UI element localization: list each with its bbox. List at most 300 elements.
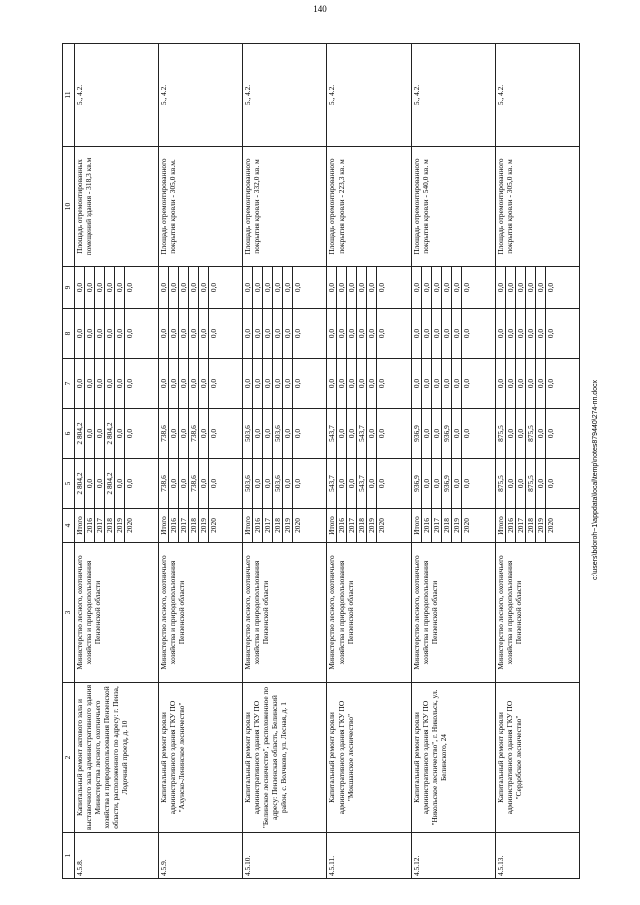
measure-name: Капитальный ремонт кровли административного здания ГКУ ПО "Сердобское лесничество" bbox=[495, 683, 579, 833]
row-number: 4.5.9. bbox=[159, 833, 243, 879]
measure-name: Капитальный ремонт актового зала и выставочного зала административного здания Министерства лесного, охотничьего хозяйства и природопользования Пензенской области, расположенного по адресу: г. Пенза, Лодочный проезд, д. 10 bbox=[75, 683, 159, 833]
year-list-value: 2017 bbox=[95, 509, 105, 542]
total-funding-value: 0,0 bbox=[85, 459, 95, 508]
responsible-organization: Министерство лесного, охотничьего хозяйства и природопользования Пензенской области bbox=[159, 543, 243, 683]
federal-budget-value: 0,0 bbox=[412, 359, 422, 408]
other-sources-value: 0,0 bbox=[442, 267, 452, 308]
local-budget bbox=[243, 309, 327, 359]
local-budget-value: 0,0 bbox=[273, 309, 283, 358]
other-sources bbox=[495, 267, 579, 309]
federal-budget-value: 0,0 bbox=[75, 359, 85, 408]
other-sources-value: 0,0 bbox=[253, 267, 263, 308]
other-sources-value: 0,0 bbox=[95, 267, 105, 308]
other-sources-value: 0,0 bbox=[367, 267, 377, 308]
total-funding-value: 0,0 bbox=[337, 459, 347, 508]
federal-budget-value: 0,0 bbox=[526, 359, 536, 408]
column-header-11: 11 bbox=[63, 44, 75, 147]
year-list-value: Итого bbox=[496, 509, 506, 542]
table-row bbox=[159, 44, 243, 879]
other-sources-value: 0,0 bbox=[293, 282, 303, 293]
local-budget-value: 0,0 bbox=[432, 309, 442, 358]
column-header-3: 3 bbox=[63, 543, 75, 683]
regional-budget-value: 2 804,2 bbox=[75, 409, 85, 458]
regional-budget-value: 0,0 bbox=[337, 409, 347, 458]
expected-result: Площадь отремонтированного покрытия кровли - 223,3 кв. м bbox=[327, 147, 411, 267]
federal-budget-value: 0,0 bbox=[169, 359, 179, 408]
target-reference: 5., 4.2. bbox=[75, 44, 159, 147]
local-budget bbox=[495, 309, 579, 359]
year-list-value: 2018 bbox=[357, 509, 367, 542]
year-list-value: 2019 bbox=[536, 509, 546, 542]
responsible-organization: Министерство лесного, охотничьего хозяйства и природопользования Пензенской области bbox=[75, 543, 159, 683]
other-sources-value: 0,0 bbox=[347, 267, 357, 308]
local-budget-value: 0,0 bbox=[347, 309, 357, 358]
table-body bbox=[75, 44, 580, 879]
table-row bbox=[75, 44, 159, 879]
local-budget-value: 0,0 bbox=[327, 309, 337, 358]
local-budget-value: 0,0 bbox=[115, 309, 125, 358]
other-sources-value: 0,0 bbox=[327, 267, 337, 308]
year-list-value: 2016 bbox=[337, 509, 347, 542]
year-list-value: 2017 bbox=[516, 509, 526, 542]
federal-budget bbox=[159, 359, 243, 409]
federal-budget-value: 0,0 bbox=[243, 359, 253, 408]
local-budget-value: 0,0 bbox=[377, 328, 387, 339]
row-number: 4.5.8. bbox=[75, 833, 159, 879]
regional-budget-value: 738,6 bbox=[189, 409, 199, 458]
other-sources-value: 0,0 bbox=[432, 267, 442, 308]
local-budget-value: 0,0 bbox=[85, 309, 95, 358]
other-sources-value: 0,0 bbox=[516, 267, 526, 308]
other-sources-value: 0,0 bbox=[545, 282, 555, 293]
year-list-value: 2020 bbox=[545, 518, 555, 533]
total-funding-value: 738,6 bbox=[189, 459, 199, 508]
year-list-value: 2020 bbox=[125, 518, 134, 533]
regional-budget-value: 0,0 bbox=[506, 409, 516, 458]
year-list bbox=[159, 509, 243, 543]
local-budget-value: 0,0 bbox=[412, 309, 422, 358]
year-list-value: 2016 bbox=[506, 509, 516, 542]
regional-budget-value: 0,0 bbox=[263, 409, 273, 458]
total-funding-value: 738,6 bbox=[159, 459, 169, 508]
row-number: 4.5.12. bbox=[411, 833, 495, 879]
regional-budget bbox=[75, 409, 159, 459]
regional-budget-value: 0,0 bbox=[461, 428, 471, 439]
local-budget-value: 0,0 bbox=[461, 328, 471, 339]
regional-budget-value: 0,0 bbox=[209, 428, 219, 439]
year-list-value: 2018 bbox=[189, 509, 199, 542]
total-funding-value: 0,0 bbox=[253, 459, 263, 508]
federal-budget-value: 0,0 bbox=[377, 378, 387, 389]
table-row bbox=[411, 44, 495, 879]
local-budget-value: 0,0 bbox=[293, 328, 303, 339]
expected-result: Площадь отремонтированного покрытия кровли - 540,0 кв. м bbox=[411, 147, 495, 267]
federal-budget-value: 0,0 bbox=[189, 359, 199, 408]
row-number: 4.5.11. bbox=[327, 833, 411, 879]
federal-budget-value: 0,0 bbox=[293, 378, 303, 389]
regional-budget bbox=[411, 409, 495, 459]
table-row bbox=[495, 44, 579, 879]
local-budget-value: 0,0 bbox=[357, 309, 367, 358]
file-path-footer: c:\users\bdoroh~1\appdata\local\temp\notes879440\274-пп.docx bbox=[592, 379, 599, 580]
total-funding-value: 0,0 bbox=[461, 478, 471, 489]
total-funding-value: 0,0 bbox=[95, 459, 105, 508]
year-list-value: 2020 bbox=[209, 518, 219, 533]
federal-budget-value: 0,0 bbox=[179, 359, 189, 408]
local-budget-value: 0,0 bbox=[263, 309, 273, 358]
total-funding-value: 0,0 bbox=[199, 459, 209, 508]
total-funding bbox=[75, 459, 159, 509]
federal-budget-value: 0,0 bbox=[125, 378, 134, 389]
year-list-value: 2019 bbox=[199, 509, 209, 542]
federal-budget-value: 0,0 bbox=[115, 359, 125, 408]
year-list bbox=[327, 509, 411, 543]
regional-budget bbox=[327, 409, 411, 459]
regional-budget-value: 0,0 bbox=[85, 409, 95, 458]
regional-budget-value: 0,0 bbox=[253, 409, 263, 458]
federal-budget-value: 0,0 bbox=[273, 359, 283, 408]
federal-budget-value: 0,0 bbox=[432, 359, 442, 408]
total-funding-value: 0,0 bbox=[283, 459, 293, 508]
regional-budget-value: 0,0 bbox=[293, 428, 303, 439]
year-list-value: Итого bbox=[159, 509, 169, 542]
total-funding bbox=[411, 459, 495, 509]
year-list-value: 2017 bbox=[432, 509, 442, 542]
regional-budget-value: 543,7 bbox=[327, 409, 337, 458]
regional-budget-value: 0,0 bbox=[422, 409, 432, 458]
total-funding-value: 0,0 bbox=[115, 459, 125, 508]
target-reference: 5., 4.2. bbox=[411, 44, 495, 147]
local-budget-value: 0,0 bbox=[516, 309, 526, 358]
federal-budget bbox=[411, 359, 495, 409]
federal-budget-value: 0,0 bbox=[536, 359, 546, 408]
local-budget-value: 0,0 bbox=[367, 309, 377, 358]
federal-budget-value: 0,0 bbox=[253, 359, 263, 408]
regional-budget bbox=[495, 409, 579, 459]
other-sources bbox=[159, 267, 243, 309]
total-funding-value: 503,6 bbox=[243, 459, 253, 508]
local-budget-value: 0,0 bbox=[199, 309, 209, 358]
total-funding-value: 875,5 bbox=[496, 459, 506, 508]
local-budget-value: 0,0 bbox=[189, 309, 199, 358]
year-list-value: 2016 bbox=[85, 509, 95, 542]
other-sources-value: 0,0 bbox=[189, 267, 199, 308]
other-sources-value: 0,0 bbox=[461, 282, 471, 293]
measure-name: Капитальный ремонт кровли административного здания ГКУ ПО "Белинское лесничество", расположенное по адресу: Пензенская область, Белинский район, с. Волчково, ул. Лесная, д. 1 bbox=[243, 683, 327, 833]
column-header-2: 2 bbox=[63, 683, 75, 833]
total-funding-value: 503,6 bbox=[273, 459, 283, 508]
total-funding-value: 936,9 bbox=[412, 459, 422, 508]
expected-result: Площадь отремонтированного покрытия кровли - 305,0 кв. м bbox=[495, 147, 579, 267]
local-budget-value: 0,0 bbox=[506, 309, 516, 358]
rotated-page bbox=[62, 44, 580, 879]
year-list-value: 2016 bbox=[169, 509, 179, 542]
measure-name: Капитальный ремонт кровли административного здания ГКУ ПО "Никольское лесничество", г. Никольск, ул. Белинского, 24 bbox=[411, 683, 495, 833]
federal-budget-value: 0,0 bbox=[283, 359, 293, 408]
measure-name: Капитальный ремонт кровли административного здания ГКУ ПО "Мокшанское лесничество" bbox=[327, 683, 411, 833]
federal-budget bbox=[495, 359, 579, 409]
year-list-value: 2017 bbox=[263, 509, 273, 542]
local-budget-value: 0,0 bbox=[452, 309, 462, 358]
federal-budget-value: 0,0 bbox=[357, 359, 367, 408]
responsible-organization: Министерство лесного, охотничьего хозяйства и природопользования Пензенской области bbox=[411, 543, 495, 683]
total-funding-value: 0,0 bbox=[347, 459, 357, 508]
rotated-table-container bbox=[62, 44, 580, 879]
other-sources-value: 0,0 bbox=[273, 267, 283, 308]
local-budget-value: 0,0 bbox=[545, 328, 555, 339]
total-funding bbox=[159, 459, 243, 509]
local-budget-value: 0,0 bbox=[253, 309, 263, 358]
local-budget-value: 0,0 bbox=[169, 309, 179, 358]
expected-result: Площадь отремонтированного покрытия кровли - 332,0 кв. м bbox=[243, 147, 327, 267]
local-budget-value: 0,0 bbox=[337, 309, 347, 358]
other-sources bbox=[327, 267, 411, 309]
federal-budget-value: 0,0 bbox=[442, 359, 452, 408]
year-list-value: 2019 bbox=[283, 509, 293, 542]
other-sources-value: 0,0 bbox=[85, 267, 95, 308]
federal-budget-value: 0,0 bbox=[327, 359, 337, 408]
federal-budget-value: 0,0 bbox=[367, 359, 377, 408]
target-reference: 5., 4.2. bbox=[159, 44, 243, 147]
regional-budget-value: 503,6 bbox=[273, 409, 283, 458]
local-budget-value: 0,0 bbox=[105, 309, 115, 358]
regional-budget-value: 0,0 bbox=[452, 409, 462, 458]
column-header-9: 9 bbox=[63, 267, 75, 309]
local-budget-value: 0,0 bbox=[536, 309, 546, 358]
regional-budget-value: 875,5 bbox=[526, 409, 536, 458]
total-funding-value: 0,0 bbox=[516, 459, 526, 508]
local-budget bbox=[327, 309, 411, 359]
local-budget bbox=[159, 309, 243, 359]
other-sources-value: 0,0 bbox=[115, 267, 125, 308]
expected-result: Площадь отремонтированного покрытия кровли - 305,0 кв.м. bbox=[159, 147, 243, 267]
responsible-organization: Министерство лесного, охотничьего хозяйства и природопользования Пензенской области bbox=[327, 543, 411, 683]
total-funding bbox=[495, 459, 579, 509]
regional-budget-value: 2 804,2 bbox=[105, 409, 115, 458]
total-funding-value: 0,0 bbox=[367, 459, 377, 508]
other-sources-value: 0,0 bbox=[75, 267, 85, 308]
total-funding-value: 0,0 bbox=[125, 478, 134, 489]
local-budget bbox=[411, 309, 495, 359]
regional-budget-value: 0,0 bbox=[199, 409, 209, 458]
regional-budget-value: 0,0 bbox=[516, 409, 526, 458]
regional-budget-value: 0,0 bbox=[347, 409, 357, 458]
total-funding-value: 2 804,2 bbox=[75, 459, 85, 508]
local-budget-value: 0,0 bbox=[179, 309, 189, 358]
regional-budget bbox=[243, 409, 327, 459]
measure-name: Капитальный ремонт кровли административного здания ГКУ ПО "Ахунско-Ленинское лесничество" bbox=[159, 683, 243, 833]
other-sources bbox=[411, 267, 495, 309]
other-sources-value: 0,0 bbox=[422, 267, 432, 308]
local-budget-value: 0,0 bbox=[496, 309, 506, 358]
year-list-value: 2018 bbox=[526, 509, 536, 542]
target-reference: 5., 4.2. bbox=[327, 44, 411, 147]
year-list-value: 2018 bbox=[273, 509, 283, 542]
local-budget-value: 0,0 bbox=[442, 309, 452, 358]
local-budget-value: 0,0 bbox=[422, 309, 432, 358]
total-funding-value: 0,0 bbox=[169, 459, 179, 508]
federal-budget-value: 0,0 bbox=[209, 378, 219, 389]
other-sources-value: 0,0 bbox=[283, 267, 293, 308]
year-list-value: Итого bbox=[243, 509, 253, 542]
table-row bbox=[327, 44, 411, 879]
year-list-value: 2019 bbox=[367, 509, 377, 542]
total-funding-value: 543,7 bbox=[327, 459, 337, 508]
column-header-8: 8 bbox=[63, 309, 75, 359]
local-budget-value: 0,0 bbox=[283, 309, 293, 358]
header-row bbox=[63, 44, 75, 879]
other-sources-value: 0,0 bbox=[209, 282, 219, 293]
total-funding-value: 0,0 bbox=[377, 478, 387, 489]
regional-budget-value: 0,0 bbox=[179, 409, 189, 458]
year-list-value: 2020 bbox=[293, 518, 303, 533]
column-header-6: 6 bbox=[63, 409, 75, 459]
other-sources-value: 0,0 bbox=[452, 267, 462, 308]
federal-budget-value: 0,0 bbox=[452, 359, 462, 408]
year-list-value: 2019 bbox=[452, 509, 462, 542]
year-list-value: 2017 bbox=[179, 509, 189, 542]
total-funding-value: 0,0 bbox=[179, 459, 189, 508]
column-header-10: 10 bbox=[63, 147, 75, 267]
year-list-value: 2018 bbox=[442, 509, 452, 542]
year-list-value: 2020 bbox=[377, 518, 387, 533]
other-sources-value: 0,0 bbox=[536, 267, 546, 308]
regional-budget-value: 738,6 bbox=[159, 409, 169, 458]
regional-budget-value: 0,0 bbox=[169, 409, 179, 458]
other-sources-value: 0,0 bbox=[169, 267, 179, 308]
expected-result: Площадь отремонтированных помещений здания - 318,3 кв.м bbox=[75, 147, 159, 267]
year-list-value: Итого bbox=[327, 509, 337, 542]
other-sources-value: 0,0 bbox=[377, 282, 387, 293]
row-number: 4.5.13. bbox=[495, 833, 579, 879]
federal-budget bbox=[243, 359, 327, 409]
year-list-value: 2016 bbox=[253, 509, 263, 542]
federal-budget-value: 0,0 bbox=[85, 359, 95, 408]
responsible-organization: Министерство лесного, охотничьего хозяйства и природопользования Пензенской области bbox=[243, 543, 327, 683]
federal-budget-value: 0,0 bbox=[199, 359, 209, 408]
other-sources-value: 0,0 bbox=[412, 267, 422, 308]
regional-budget bbox=[159, 409, 243, 459]
local-budget bbox=[75, 309, 159, 359]
total-funding-value: 0,0 bbox=[536, 459, 546, 508]
year-list-value: 2020 bbox=[461, 518, 471, 533]
total-funding-value: 543,7 bbox=[357, 459, 367, 508]
federal-budget-value: 0,0 bbox=[95, 359, 105, 408]
regional-budget-value: 0,0 bbox=[115, 409, 125, 458]
total-funding-value: 2 804,2 bbox=[105, 459, 115, 508]
total-funding-value: 0,0 bbox=[263, 459, 273, 508]
other-sources-value: 0,0 bbox=[125, 282, 134, 293]
row-number: 4.5.10. bbox=[243, 833, 327, 879]
total-funding-value: 0,0 bbox=[452, 459, 462, 508]
regional-budget-value: 936,9 bbox=[442, 409, 452, 458]
table-row bbox=[243, 44, 327, 879]
federal-budget-value: 0,0 bbox=[545, 378, 555, 389]
responsible-organization: Министерство лесного, охотничьего хозяйства и природопользования Пензенской области bbox=[495, 543, 579, 683]
other-sources bbox=[243, 267, 327, 309]
federal-budget-value: 0,0 bbox=[516, 359, 526, 408]
other-sources-value: 0,0 bbox=[179, 267, 189, 308]
column-header-1: 1 bbox=[63, 833, 75, 879]
local-budget-value: 0,0 bbox=[125, 328, 134, 339]
regional-budget-value: 0,0 bbox=[367, 409, 377, 458]
year-list-value: 2019 bbox=[115, 509, 125, 542]
federal-budget-value: 0,0 bbox=[422, 359, 432, 408]
local-budget-value: 0,0 bbox=[75, 309, 85, 358]
column-header-5: 5 bbox=[63, 459, 75, 509]
year-list-value: 2018 bbox=[105, 509, 115, 542]
federal-budget-value: 0,0 bbox=[159, 359, 169, 408]
regional-budget-value: 0,0 bbox=[283, 409, 293, 458]
regional-budget-value: 0,0 bbox=[545, 428, 555, 439]
total-funding-value: 0,0 bbox=[422, 459, 432, 508]
federal-budget bbox=[327, 359, 411, 409]
year-list-value: Итого bbox=[412, 509, 422, 542]
federal-budget-value: 0,0 bbox=[347, 359, 357, 408]
other-sources-value: 0,0 bbox=[159, 267, 169, 308]
regional-budget-value: 0,0 bbox=[377, 428, 387, 439]
regional-budget-value: 543,7 bbox=[357, 409, 367, 458]
year-list bbox=[243, 509, 327, 543]
other-sources-value: 0,0 bbox=[506, 267, 516, 308]
other-sources-value: 0,0 bbox=[105, 267, 115, 308]
federal-budget-value: 0,0 bbox=[496, 359, 506, 408]
regional-budget-value: 0,0 bbox=[432, 409, 442, 458]
local-budget-value: 0,0 bbox=[95, 309, 105, 358]
regional-budget-value: 0,0 bbox=[536, 409, 546, 458]
year-list bbox=[75, 509, 159, 543]
column-header-4: 4 bbox=[63, 509, 75, 543]
other-sources-value: 0,0 bbox=[199, 267, 209, 308]
total-funding-value: 0,0 bbox=[506, 459, 516, 508]
target-reference: 5., 4.2. bbox=[243, 44, 327, 147]
federal-budget-value: 0,0 bbox=[506, 359, 516, 408]
federal-budget bbox=[75, 359, 159, 409]
total-funding-value: 936,9 bbox=[442, 459, 452, 508]
regional-budget-value: 0,0 bbox=[95, 409, 105, 458]
other-sources-value: 0,0 bbox=[526, 267, 536, 308]
column-header-7: 7 bbox=[63, 359, 75, 409]
year-list-value: Итого bbox=[75, 509, 85, 542]
federal-budget-value: 0,0 bbox=[105, 359, 115, 408]
other-sources-value: 0,0 bbox=[243, 267, 253, 308]
page-number: 140 bbox=[313, 4, 327, 14]
year-list-value: 2017 bbox=[347, 509, 357, 542]
total-funding-value: 875,5 bbox=[526, 459, 536, 508]
local-budget-value: 0,0 bbox=[243, 309, 253, 358]
year-list bbox=[495, 509, 579, 543]
other-sources-value: 0,0 bbox=[496, 267, 506, 308]
total-funding-value: 0,0 bbox=[293, 478, 303, 489]
federal-budget-value: 0,0 bbox=[263, 359, 273, 408]
other-sources-value: 0,0 bbox=[263, 267, 273, 308]
target-reference: 5., 4.2. bbox=[495, 44, 579, 147]
regional-budget-value: 936,9 bbox=[412, 409, 422, 458]
total-funding-value: 0,0 bbox=[432, 459, 442, 508]
year-list-value: 2016 bbox=[422, 509, 432, 542]
regional-budget-value: 875,5 bbox=[496, 409, 506, 458]
other-sources-value: 0,0 bbox=[357, 267, 367, 308]
total-funding-value: 0,0 bbox=[545, 478, 555, 489]
other-sources-value: 0,0 bbox=[337, 267, 347, 308]
federal-budget-value: 0,0 bbox=[461, 378, 471, 389]
local-budget-value: 0,0 bbox=[159, 309, 169, 358]
total-funding bbox=[243, 459, 327, 509]
year-list bbox=[411, 509, 495, 543]
other-sources bbox=[75, 267, 159, 309]
regional-budget-value: 503,6 bbox=[243, 409, 253, 458]
program-table bbox=[62, 43, 580, 879]
